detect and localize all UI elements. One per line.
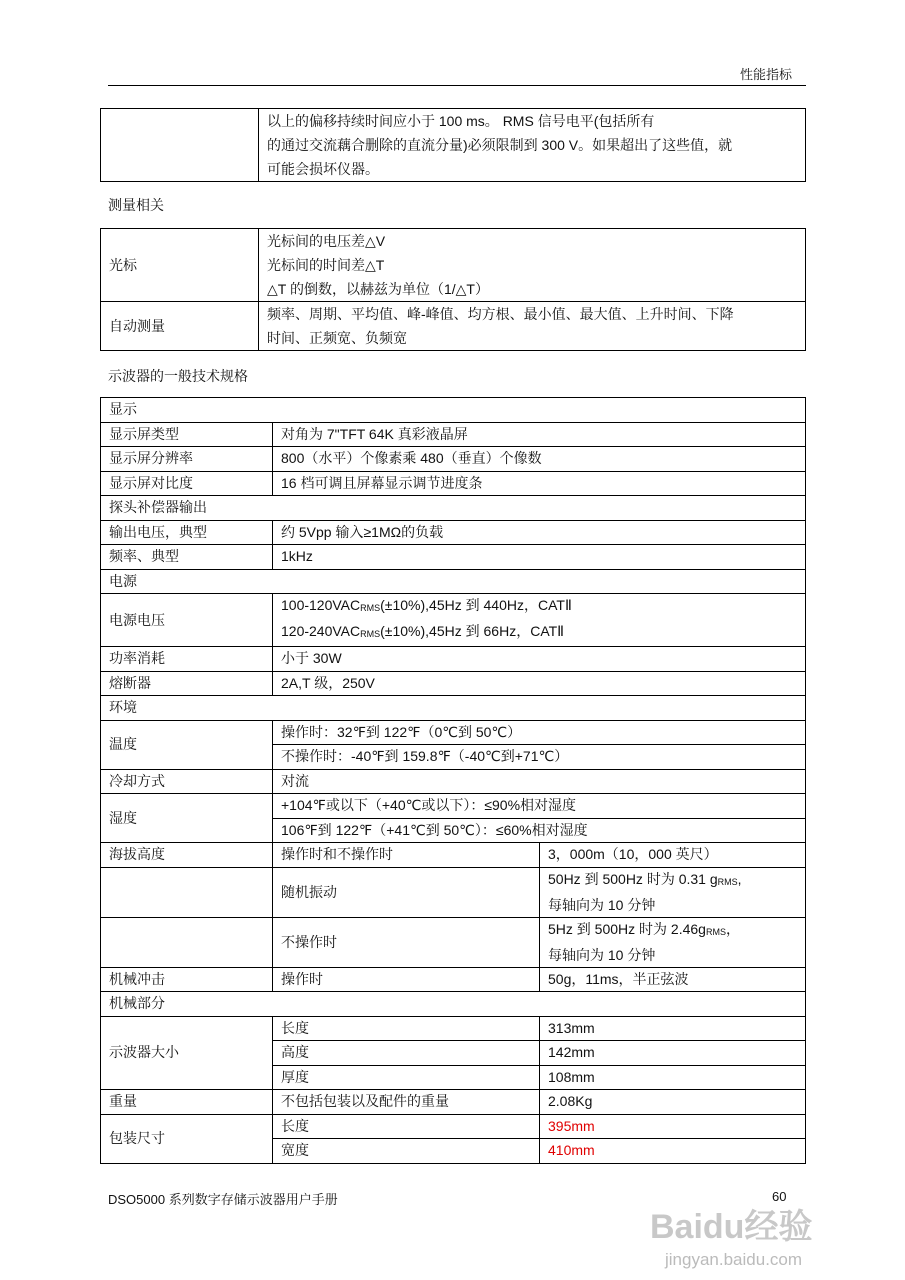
row-value: +104℉或以下（+40℃或以下）：≤90%相对湿度 bbox=[273, 794, 806, 819]
row-label: 海拔高度 bbox=[101, 843, 273, 868]
empty-cell bbox=[101, 867, 273, 917]
row-value: 800（水平）个像素乘 480（垂直）个像数 bbox=[273, 447, 806, 472]
watermark-logo: Baidu经验 bbox=[650, 1208, 813, 1246]
header-rule bbox=[108, 85, 806, 86]
text-line: △T 的倒数，以赫兹为单位（1/△T） bbox=[267, 281, 489, 297]
group-env: 环境 bbox=[101, 696, 806, 721]
row-value: 2.08Kg bbox=[540, 1090, 806, 1115]
group-mech: 机械部分 bbox=[101, 992, 806, 1017]
subscript: RMS bbox=[717, 876, 738, 887]
text: 100-120VAC bbox=[281, 597, 361, 613]
row-value: 操作时：32℉到 122℉（0℃到 50℃） bbox=[273, 720, 806, 745]
subscript: RMS bbox=[360, 603, 381, 613]
row-value: 16 档可调且屏幕显示调节进度条 bbox=[273, 471, 806, 496]
row-cond: 随机振动 bbox=[273, 867, 540, 917]
row-value: 不操作时：-40℉到 159.8℉（-40℃到+71℃） bbox=[273, 745, 806, 770]
text-line: 频率、周期、平均值、峰-峰值、均方根、最小值、最大值、上升时间、下降 bbox=[267, 306, 734, 322]
text: 50Hz 到 500Hz 时为 0.31 g bbox=[548, 870, 718, 887]
page-number: 60 bbox=[772, 1189, 787, 1204]
row-value: 313mm bbox=[540, 1016, 806, 1041]
row-value: 约 5Vpp 输入≥1MΩ的负载 bbox=[273, 520, 806, 545]
row-cond: 宽度 bbox=[273, 1139, 540, 1164]
measure-table bbox=[100, 228, 806, 351]
row-label: 湿度 bbox=[101, 794, 273, 843]
text: 每轴向为 10 分钟 bbox=[548, 946, 656, 963]
text: (±10%),45Hz 到 66Hz，CATⅡ bbox=[380, 623, 565, 639]
text: 120-240VAC bbox=[281, 623, 361, 639]
text-line: 以上的偏移持续时间应小于 100 ms。 RMS 信号电平(包括所有 bbox=[267, 113, 655, 129]
row-value bbox=[273, 594, 806, 647]
row-value bbox=[540, 867, 806, 917]
text-line: 光标间的电压差△V bbox=[267, 233, 386, 249]
empty-cell bbox=[101, 109, 259, 182]
text-line: 的通过交流藕合删除的直流分量)必须限制到 300 V。如果超出了这些值，就 bbox=[267, 137, 733, 153]
empty-cell bbox=[101, 917, 273, 967]
row-label: 重量 bbox=[101, 1090, 273, 1115]
row-value-highlight: 410mm bbox=[540, 1139, 806, 1164]
row-cond: 长度 bbox=[273, 1114, 540, 1139]
row-value: 对流 bbox=[273, 769, 806, 794]
row-label: 显示屏分辨率 bbox=[101, 447, 273, 472]
spec-table bbox=[100, 397, 806, 1164]
group-probe: 探头补偿器输出 bbox=[101, 496, 806, 521]
row-cond: 操作时 bbox=[273, 967, 540, 992]
row-value: 2A,T 级，250V bbox=[273, 671, 806, 696]
row-value: 3，000m（10，000 英尺） bbox=[540, 843, 806, 868]
text: 5Hz 到 500Hz 时为 2.46g bbox=[548, 920, 706, 937]
row-value: 108mm bbox=[540, 1065, 806, 1090]
watermark-url: jingyan.baidu.com bbox=[665, 1250, 803, 1269]
row-value: 1kHz bbox=[273, 545, 806, 570]
row-label: 光标 bbox=[101, 229, 259, 302]
text: ， bbox=[725, 920, 740, 937]
row-cond: 厚度 bbox=[273, 1065, 540, 1090]
section-heading-measure: 测量相关 bbox=[108, 197, 164, 213]
row-label: 功率消耗 bbox=[101, 647, 273, 672]
section-heading-spec: 示波器的一般技术规格 bbox=[108, 368, 248, 384]
row-label: 输出电压，典型 bbox=[101, 520, 273, 545]
row-label: 示波器大小 bbox=[101, 1016, 273, 1090]
row-value: 142mm bbox=[540, 1041, 806, 1066]
row-label: 熔断器 bbox=[101, 671, 273, 696]
intro-text bbox=[259, 109, 806, 182]
row-cond: 长度 bbox=[273, 1016, 540, 1041]
row-label: 频率、典型 bbox=[101, 545, 273, 570]
row-value: 50g，11ms，半正弦波 bbox=[540, 967, 806, 992]
footer-title: DSO5000 系列数字存储示波器用户手册 bbox=[108, 1192, 338, 1207]
row-value bbox=[540, 917, 806, 967]
row-cond: 不包括包装以及配件的重量 bbox=[273, 1090, 540, 1115]
row-cond: 高度 bbox=[273, 1041, 540, 1066]
text: 每轴向为 10 分钟 bbox=[548, 896, 656, 913]
row-value: 小于 30W bbox=[273, 647, 806, 672]
text: , bbox=[737, 870, 742, 887]
row-label: 机械冲击 bbox=[101, 967, 273, 992]
row-value-highlight: 395mm bbox=[540, 1114, 806, 1139]
text-line: 可能会损坏仪器。 bbox=[267, 161, 379, 177]
group-power: 电源 bbox=[101, 569, 806, 594]
subscript: RMS bbox=[360, 629, 381, 639]
row-label: 包装尺寸 bbox=[101, 1114, 273, 1163]
row-value: 对角为 7"TFT 64K 真彩液晶屏 bbox=[273, 422, 806, 447]
text-line: 时间、正频宽、负频宽 bbox=[267, 330, 407, 346]
row-cond: 操作时和不操作时 bbox=[273, 843, 540, 868]
row-label: 冷却方式 bbox=[101, 769, 273, 794]
group-display: 显示 bbox=[101, 398, 806, 423]
text: (±10%),45Hz 到 440Hz，CATⅡ bbox=[380, 597, 572, 613]
text-line: 光标间的时间差△T bbox=[267, 257, 385, 273]
row-label: 自动测量 bbox=[101, 302, 259, 351]
row-label: 显示屏对比度 bbox=[101, 471, 273, 496]
intro-table bbox=[100, 108, 806, 182]
header-title: 性能指标 bbox=[740, 67, 793, 82]
row-label: 电源电压 bbox=[101, 594, 273, 647]
row-label: 温度 bbox=[101, 720, 273, 769]
subscript: RMS bbox=[705, 926, 726, 937]
row-label: 显示屏类型 bbox=[101, 422, 273, 447]
row-value: 106℉到 122℉（+41℃到 50℃）：≤60%相对湿度 bbox=[273, 818, 806, 843]
row-cond: 不操作时 bbox=[273, 917, 540, 967]
